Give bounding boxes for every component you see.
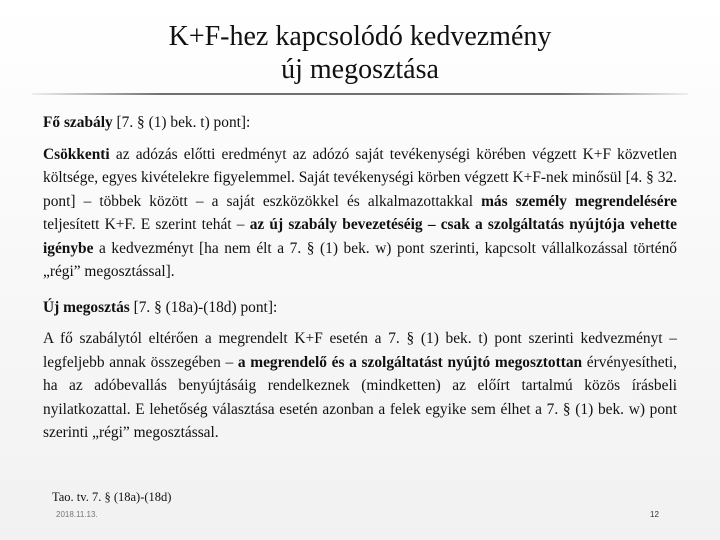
section2-heading-bold: Új megosztás — [43, 298, 130, 316]
section1-bold-3: az új szabály bevezetéséig – csak a szolgáltatás nyújtója vehette igénybe — [43, 216, 678, 257]
footnote: Tao. tv. 7. § (18a)-(18d) — [52, 490, 172, 504]
section2-bold-1: a megrendelő és a szolgáltatást nyújtó megosztottan — [237, 353, 583, 371]
title-line-1: K+F-hez kapcsolódó kedvezmény — [168, 21, 552, 52]
footer-date: 2018.11.13. — [56, 510, 98, 519]
section2-text-1: A fő szabálytól eltérően a megrendelt K+F esetén a 7. § (1) bek. t) pont szerinti kedvezményt – legfeljebb annak összegében – — [43, 330, 677, 371]
section2-heading — [43, 296, 677, 320]
section2-paragraph — [43, 327, 677, 445]
section1-heading-rest: [7. § (1) bek. t) pont]: — [112, 114, 251, 131]
section1-heading — [43, 111, 677, 135]
section1-paragraph — [43, 143, 677, 284]
section1-bold-1: Csökkenti — [43, 145, 110, 163]
page-number: 12 — [650, 510, 659, 519]
section1-bold-2: más személy megrendelésére — [481, 192, 677, 210]
section1-text-1: az adózás előtti eredményt az adózó saját tevékenységi körében végzett K+F közvetlen költsége, egyes kivételekre figyelemmel. Saját tevékenységi körben végzett K+F-nek minősül [4. § 32. pont] – többek között – a saját eszközökkel és alkalmazottakkal — [43, 145, 677, 210]
slide-content — [43, 111, 677, 445]
title-divider — [32, 93, 688, 95]
title-line-2: új megosztása — [281, 54, 439, 85]
section2-heading-rest: [7. § (18a)-(18d) pont]: — [129, 298, 278, 316]
section1-text-3: a kedvezményt [ha nem élt a 7. § (1) bek. w) pont szerinti, kapcsolt vállalkozással történő „régi” megosztással]. — [43, 239, 677, 280]
slide-title — [0, 20, 720, 86]
section2-text-2: érvényesítheti, ha az adóbevallás benyújtásáig rendelkeznek (mindketten) az előírt tartalmú közös írásbeli nyilatkozattal. E lehetőség választása esetén azonban a felek egyike sem élhet a 7. § (1) bek. w) pont szerinti „régi” megosztással. — [43, 353, 677, 441]
section1-text-2: teljesített K+F. E szerint tehát – — [43, 216, 250, 233]
section1-heading-bold: Fő szabály — [43, 114, 113, 131]
